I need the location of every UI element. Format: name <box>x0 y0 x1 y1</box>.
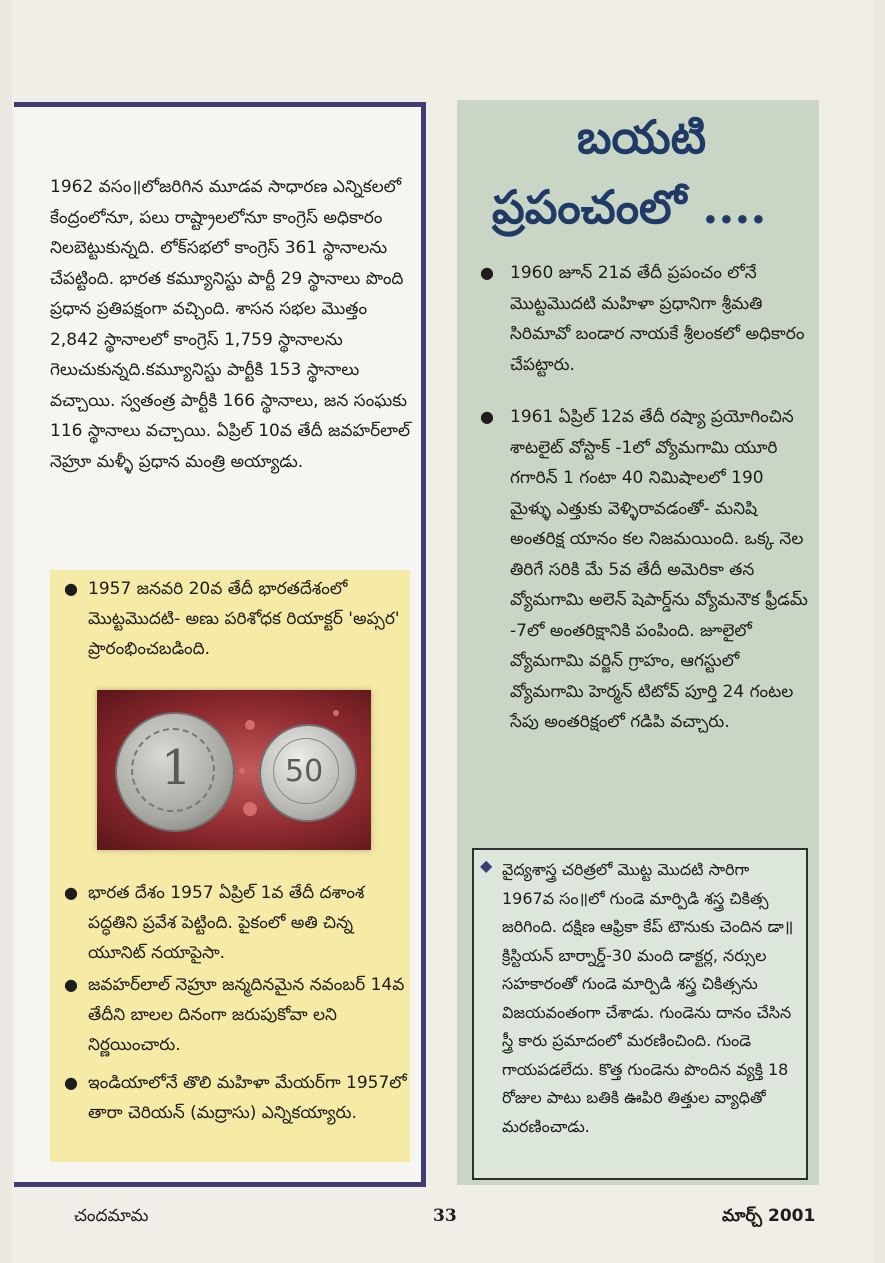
left-bullet-3 <box>64 970 408 1060</box>
fifty-paise-coin-icon <box>259 724 357 822</box>
coin-small-denomination: 50 <box>285 754 324 789</box>
left-bullet-2 <box>64 878 408 968</box>
bullet-dot-icon: ● <box>64 579 78 598</box>
left-bullet-4 <box>64 1068 408 1128</box>
bullet-dot-icon: ● <box>64 975 78 994</box>
bullet-dot-icon: ● <box>480 263 494 282</box>
left-bullet-2-text: భారత దేశం 1957 ఏప్రిల్ 1వ తేదీ దశాంశ పద్ధతిని ప్రవేశ పెట్టింది. పైకంలో అతి చిన్న యూనిట్ నయాపైసా. <box>88 883 365 963</box>
heart-transplant-box <box>472 848 808 1180</box>
heart-transplant-text: వైద్యశాస్త్ర చరిత్రలో మొట్ట మొదటి సారిగా 1967వ సం॥లో గుండె మార్పిడి శస్త్ర చికిత్స జరిగింది. దక్షిణ ఆఫ్రికా కేప్ టౌనుకు చెందిన డా॥క్రిస్టియన్ బార్నార్డ్-30 మంది డాక్టర్ల, నర్సుల సహకారంతో గుండె మార్పిడి శస్త్ర చికిత్సను విజయవంతంగా చేశాడు. గుండెను దానం చేసిన స్త్రీ కారు ప్రమాదంలో మరణించింది. గుండె గాయపడలేదు. కొత్త గుండెను పొందిన వ్యక్తి 18 రోజుల పాటు బతికి ఊపిరి తిత్తుల వ్యాధితో మరణించాడు. <box>502 860 794 1136</box>
footer-page-number: 33 <box>433 1206 457 1226</box>
right-bullet-2-text: 1961 ఏప్రిల్ 12వ తేదీ రష్యా ప్రయోగించిన శాటలైట్ వోస్టాక్ -1లో వ్యోమగామి యూరి గగారిన్ 1 గంటా 40 నిమిషాలలో 190 మైళ్ళు ఎత్తుకు వెళ్ళిరావడంతో- మనిషి అంతరిక్ష యానం కల నిజమయింది. ఒక్క నెల తిరిగే సరికి మే 5వ తేదీ అమెరికా తన వ్యోమగామి అలెన్ షెపార్డ్‌ను వ్యోమనౌక ఫ్రీడమ్ -7లో అంతరిక్షానికి పంపింది. జూలైలో వ్యోమగామి వర్జిన్ గ్రాహం, ఆగస్టులో వ్యోమగామి హెర్మన్ టిటోవ్ పూర్తి 24 గంటల సేపు అంతరిక్షంలో గడిపి వచ్చారు. <box>510 407 808 732</box>
left-main-paragraph: 1962 వసం॥లోజరిగిన మూడవ సాధారణ ఎన్నికలలో కేంద్రంలోనూ, పలు రాష్ట్రాలలోనూ కాంగ్రెస్ అధికారం నిలబెట్టుకున్నది. లోక్‌సభలో కాంగ్రెస్ 361 స్థానాలను చేపట్టింది. భారత కమ్యూనిస్టు పార్టీ 29 స్థానాలు పొంది ప్రధాన ప్రతిపక్షంగా వచ్చింది. శాసన సభల మొత్తం 2,842 స్థానాలలో కాంగ్రెస్ 1,759 స్థానాలను గెలుచుకున్నది.కమ్యూనిస్టు పార్టీకి 153 స్థానాలు వచ్చాయి. స్వతంత్ర పార్టీకి 166 స్థానాలు, జన సంఘకు 116 స్థానాలు వచ్చాయి. ఏప్రిల్ 10వ తేదీ జవహర్‌లాల్ నెహ్రూ మళ్ళీ ప్రధాన మంత్రి అయ్యాడు. <box>50 177 410 472</box>
bullet-dot-icon: ● <box>480 407 494 426</box>
left-bullet-3-text: జవహర్‌లాల్ నెహ్రూ జన్మదినమైన నవంబర్ 14వ తేదీని బాలల దినంగా జరుపుకోవా లని నిర్ణయించారు. <box>88 975 405 1055</box>
footer-issue-date: మార్చ్ 2001 <box>722 1206 816 1226</box>
right-bullet-1-text: 1960 జూన్ 21వ తేదీ ప్రపంచం లోనే మొట్టమొదటి మహిళా ప్రధానిగా శ్రీమతి సిరిమావో బండార నాయకే శ్రీలంకలో అధికారం చేపట్టారు. <box>510 263 805 375</box>
footer-magazine-name: చందమామ <box>74 1206 149 1226</box>
left-bullet-1-text: 1957 జనవరి 20వ తేదీ భారతదేశంలో మొట్టమొదటి- అణు పరిశోధక రియాక్టర్ 'అప్సర' ప్రారంభించబడింది. <box>88 579 400 659</box>
diamond-bullet-icon: ◆ <box>480 856 493 875</box>
right-bullet-2 <box>480 402 810 738</box>
bullet-dot-icon: ● <box>64 883 78 902</box>
right-bullet-1 <box>480 258 810 380</box>
right-column-box <box>457 100 819 1185</box>
left-bullet-1 <box>64 574 408 664</box>
coin-big-denomination: 1 <box>161 740 192 796</box>
coins-photo <box>97 690 371 850</box>
bullet-dot-icon: ● <box>64 1073 78 1092</box>
one-rupee-coin-icon <box>115 712 235 832</box>
left-bullet-4-text: ఇండియాలోనే తొలి మహిళా మేయర్‌గా 1957లో తారా చెరియన్ (మద్రాసు) ఎన్నికయ్యారు. <box>88 1073 407 1123</box>
section-title-line-1: బయటి <box>577 110 707 164</box>
section-title-line-2: ప్రపంచంలో .... <box>492 180 767 234</box>
